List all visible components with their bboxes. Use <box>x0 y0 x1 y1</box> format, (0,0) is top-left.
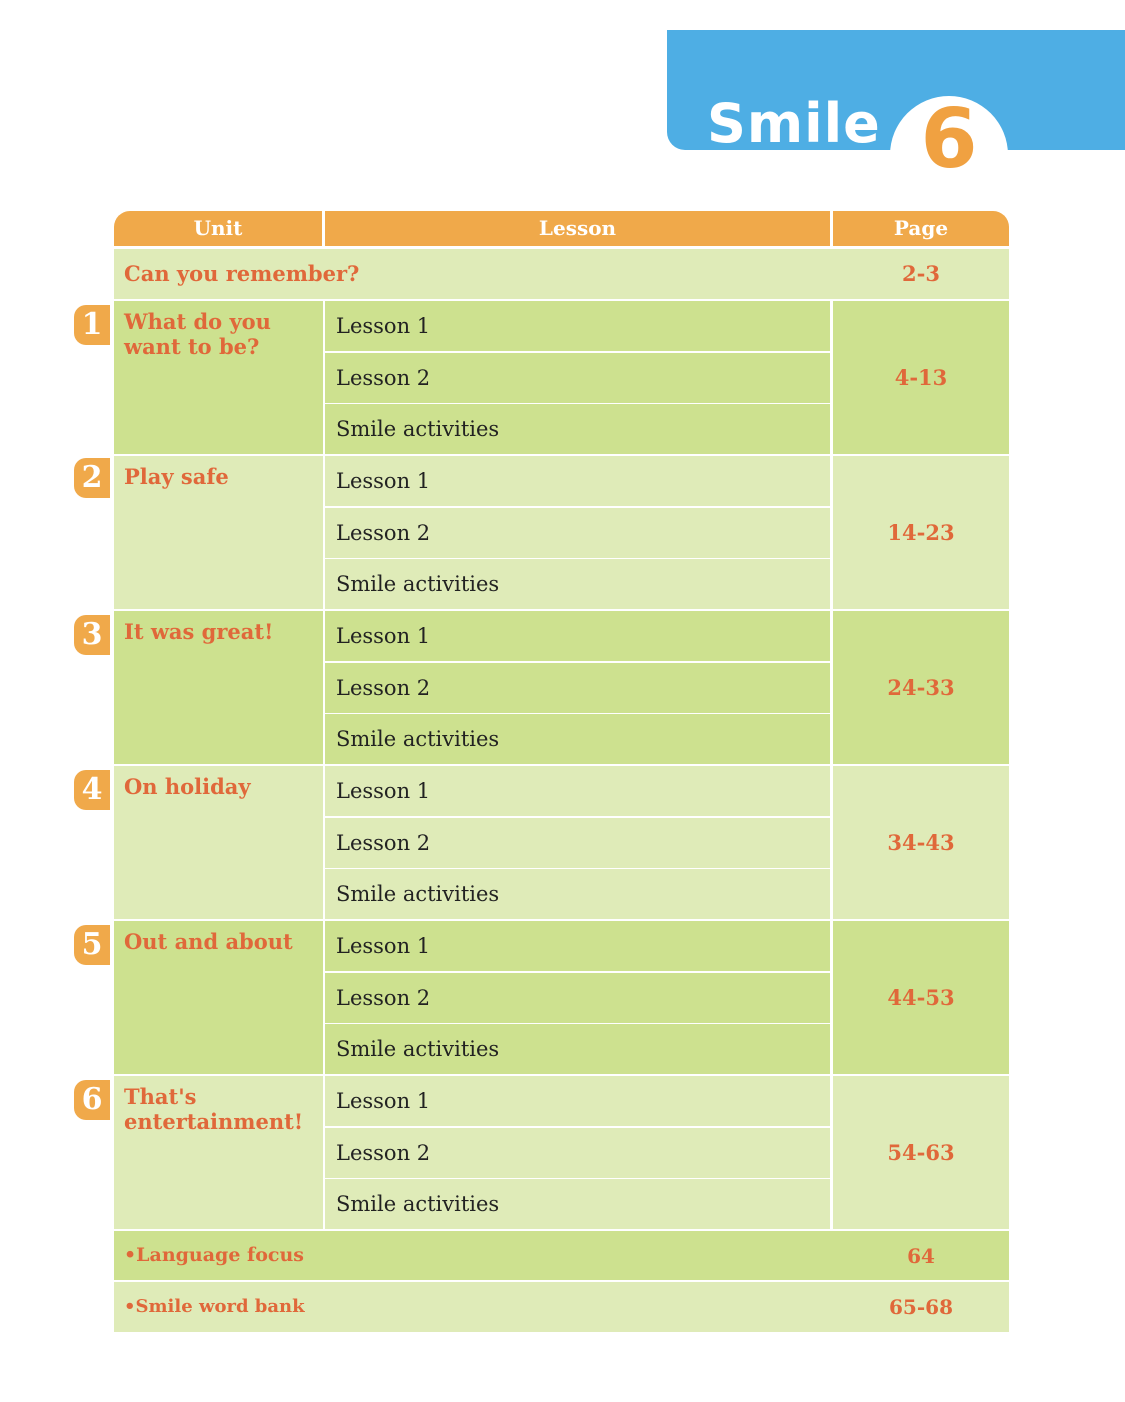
unit-block-3 <box>81 611 1009 764</box>
extra-pages: 65-68 <box>889 1295 953 1319</box>
lesson-row[interactable]: Smile activities <box>325 1024 830 1074</box>
lesson-row[interactable]: Lesson 1 <box>325 301 830 351</box>
extra-row-word-bank[interactable] <box>114 1282 1009 1332</box>
lesson-row[interactable]: Lesson 1 <box>325 921 830 971</box>
lesson-row[interactable]: Lesson 1 <box>325 456 830 506</box>
lesson-row[interactable]: Smile activities <box>325 559 830 609</box>
lesson-row[interactable]: Smile activities <box>325 869 830 919</box>
unit-block-4 <box>81 766 1009 919</box>
lesson-row[interactable]: Lesson 1 <box>325 1076 830 1126</box>
intro-label: Can you remember? <box>124 261 360 286</box>
unit-number-badge: 3 <box>74 615 110 655</box>
bullet-icon: • <box>124 1296 136 1317</box>
unit-pages: 54-63 <box>833 1076 1009 1229</box>
lesson-row[interactable]: Lesson 2 <box>325 1128 830 1178</box>
bullet-icon: • <box>124 1244 137 1266</box>
unit-cell[interactable] <box>114 301 323 454</box>
lesson-row[interactable]: Smile activities <box>325 404 830 454</box>
unit-cell[interactable] <box>114 456 323 609</box>
column-header-page: Page <box>833 211 1009 246</box>
unit-cell[interactable] <box>114 611 323 764</box>
unit-number-badge: 6 <box>74 1080 110 1120</box>
lesson-row[interactable]: Lesson 2 <box>325 663 830 713</box>
unit-number-badge: 4 <box>74 770 110 810</box>
unit-number-badge: 5 <box>74 925 110 965</box>
unit-pages: 14-23 <box>833 456 1009 609</box>
extra-pages: 64 <box>907 1244 935 1268</box>
column-header-unit: Unit <box>114 211 322 246</box>
unit-number-badge: 1 <box>74 305 110 345</box>
intro-row[interactable] <box>114 249 1009 299</box>
lesson-row[interactable]: Lesson 2 <box>325 353 830 403</box>
unit-cell[interactable] <box>114 1076 323 1229</box>
lesson-row[interactable]: Smile activities <box>325 1179 830 1229</box>
unit-cell[interactable] <box>114 766 323 919</box>
lesson-row[interactable]: Lesson 2 <box>325 818 830 868</box>
column-header-lesson: Lesson <box>325 211 830 246</box>
unit-block-6 <box>81 1076 1009 1229</box>
lesson-row[interactable]: Lesson 1 <box>325 766 830 816</box>
unit-pages: 24-33 <box>833 611 1009 764</box>
unit-block-5 <box>81 921 1009 1074</box>
lesson-row[interactable]: Lesson 1 <box>325 611 830 661</box>
unit-cell[interactable] <box>114 921 323 1074</box>
extra-label: Smile word bank <box>135 1296 305 1317</box>
unit-title: That's entertainment! <box>124 1084 304 1134</box>
extra-row-language-focus[interactable] <box>114 1231 1009 1280</box>
unit-pages: 34-43 <box>833 766 1009 919</box>
unit-title: What do you want to be? <box>124 309 271 359</box>
lesson-row[interactable]: Lesson 2 <box>325 973 830 1023</box>
unit-title: Out and about <box>124 929 293 954</box>
lesson-row[interactable]: Smile activities <box>325 714 830 764</box>
book-title: Smile <box>707 92 881 155</box>
unit-pages: 44-53 <box>833 921 1009 1074</box>
level-number: 6 <box>920 92 978 187</box>
intro-pages: 2-3 <box>902 261 940 286</box>
unit-title: Play safe <box>124 464 229 489</box>
unit-block-1 <box>81 301 1009 454</box>
unit-title: It was great! <box>124 619 274 644</box>
lesson-row[interactable]: Lesson 2 <box>325 508 830 558</box>
unit-number-badge: 2 <box>74 458 110 498</box>
unit-block-2 <box>81 456 1009 609</box>
extra-label: Language focus <box>136 1244 304 1266</box>
unit-pages: 4-13 <box>833 301 1009 454</box>
unit-title: On holiday <box>124 774 251 799</box>
